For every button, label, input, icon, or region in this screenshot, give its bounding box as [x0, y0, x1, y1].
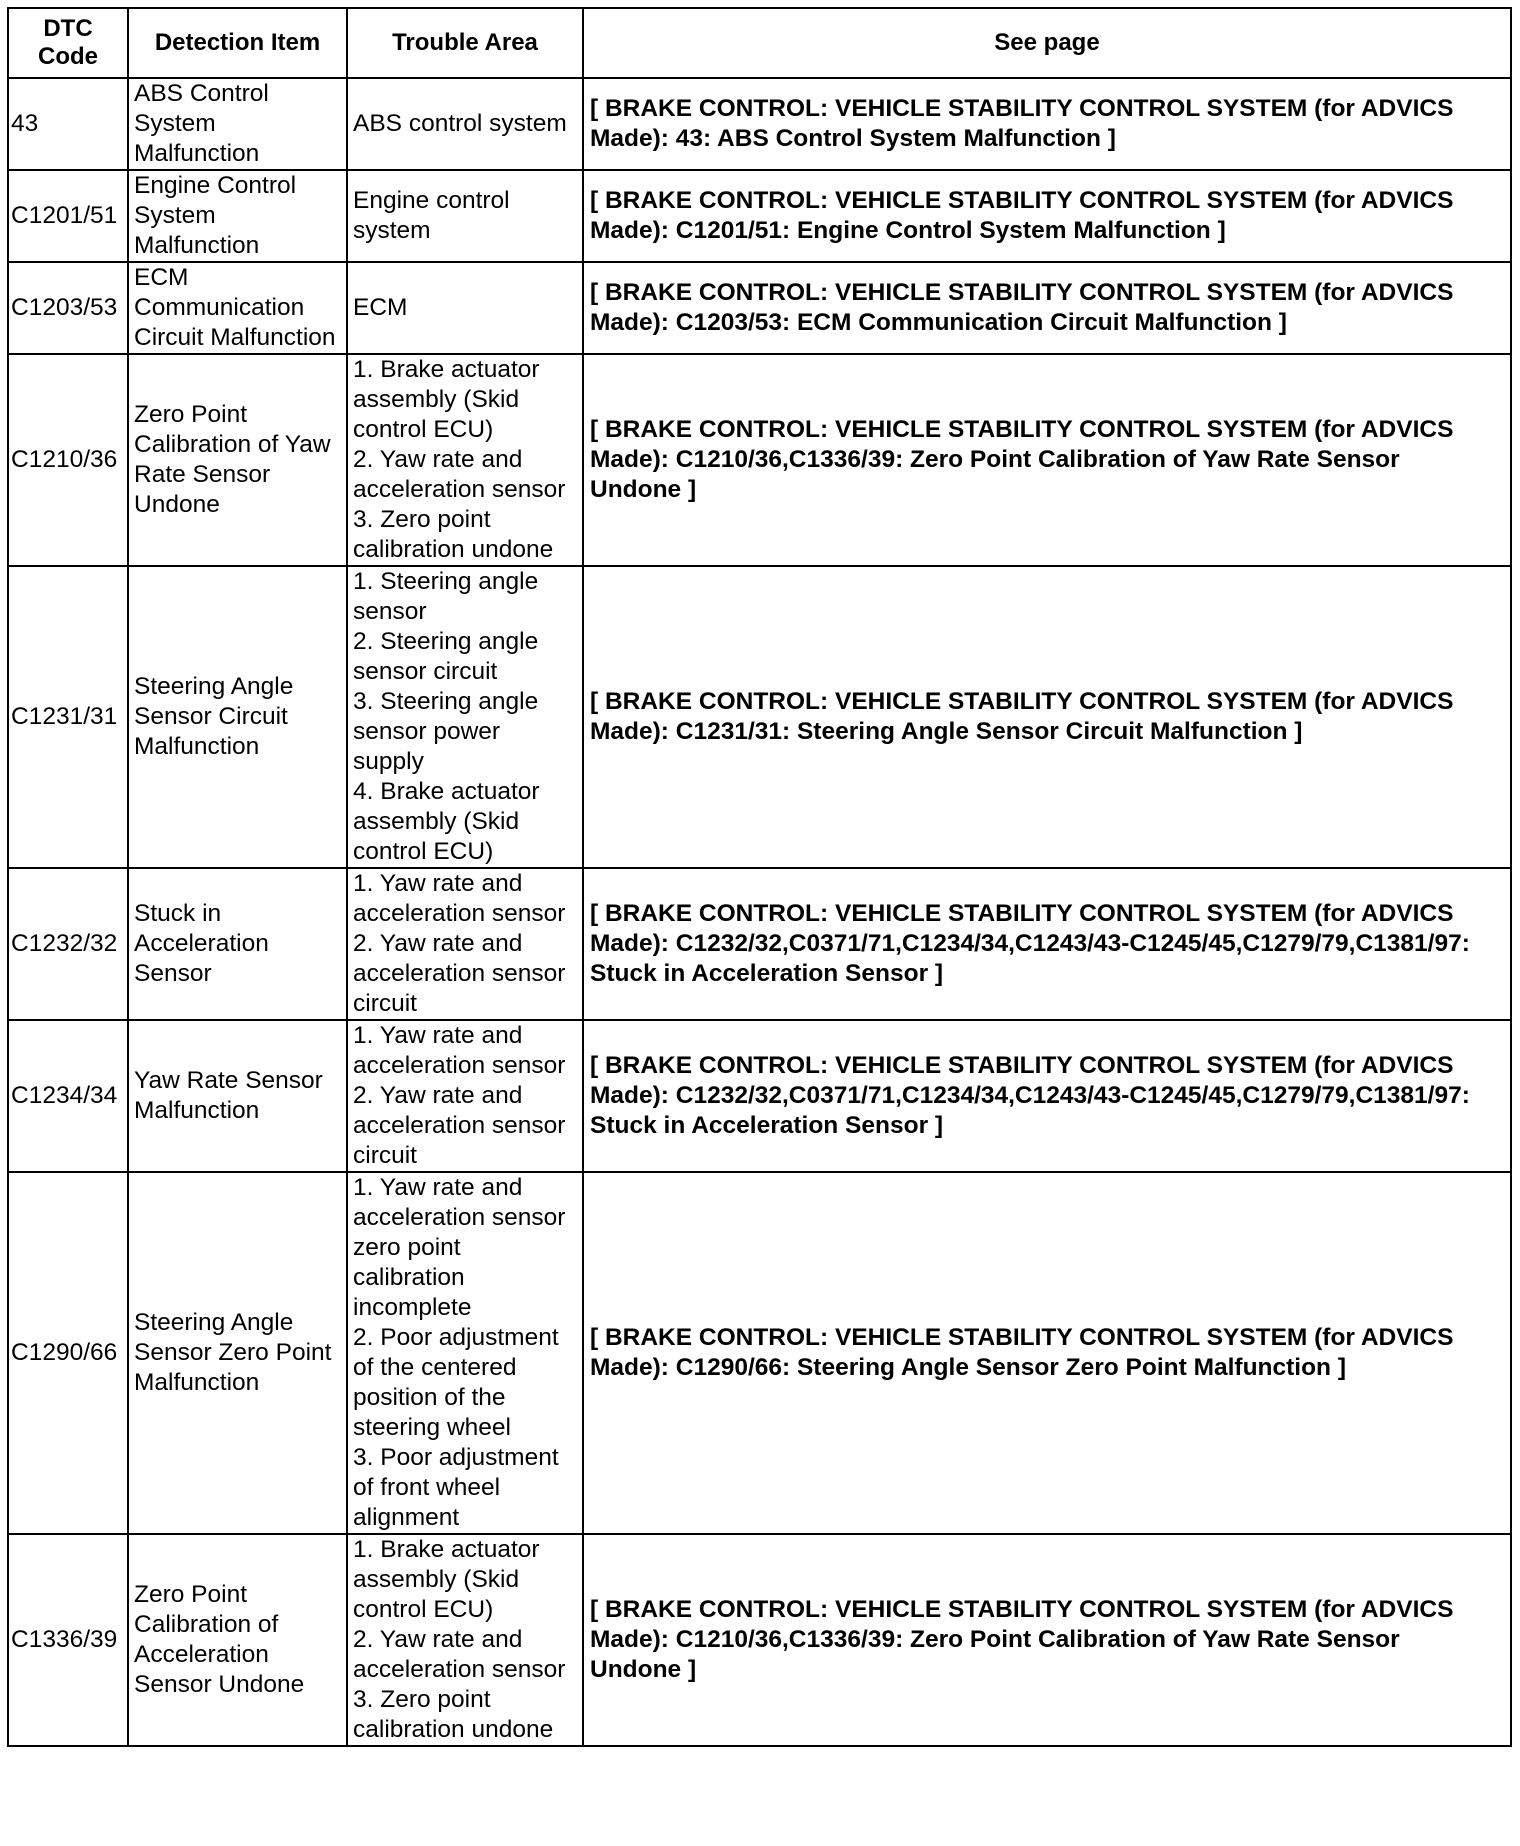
header-dtc-code-line: DTC [43, 15, 93, 42]
trouble-area-line: 2. Steering angle [353, 628, 539, 655]
table-row [8, 566, 1511, 868]
header-dtc-code [8, 8, 128, 78]
see-page-cell [583, 1020, 1511, 1172]
trouble-area-line: 3. Poor adjustment [353, 1444, 559, 1471]
see-page-line: Undone ] [590, 1656, 697, 1683]
see-page-line: [ BRAKE CONTROL: VEHICLE STABILITY CONTROL SYSTEM (for ADVICS [590, 279, 1454, 306]
trouble-area-line: Engine control [353, 187, 510, 214]
dtc-code-cell: C1234/34 [8, 1020, 128, 1172]
trouble-area-line: 4. Brake actuator [353, 778, 540, 805]
see-page-line: Stuck in Acceleration Sensor ] [590, 960, 944, 987]
header-see-page: See page [583, 8, 1511, 78]
trouble-area-cell [347, 170, 583, 262]
trouble-area-line: 3. Steering angle [353, 688, 539, 715]
trouble-area-line: assembly (Skid [353, 808, 520, 835]
detection-item-cell [128, 566, 347, 868]
trouble-area-cell [347, 262, 583, 354]
detection-item-line: Sensor Zero Point [134, 1339, 332, 1366]
see-page-line: Made): C1203/53: ECM Communication Circuit Malfunction ] [590, 309, 1287, 336]
trouble-area-cell [347, 1534, 583, 1746]
trouble-area-line: steering wheel [353, 1414, 511, 1441]
see-page-line: [ BRAKE CONTROL: VEHICLE STABILITY CONTROL SYSTEM (for ADVICS [590, 1596, 1454, 1623]
trouble-area-line: of the centered [353, 1354, 517, 1381]
see-page-cell [583, 566, 1511, 868]
detection-item-cell [128, 1534, 347, 1746]
detection-item-cell [128, 262, 347, 354]
dtc-code-cell: C1336/39 [8, 1534, 128, 1746]
trouble-area-line: acceleration sensor [353, 476, 566, 503]
see-page-cell [583, 1172, 1511, 1534]
trouble-area-line: 1. Steering angle [353, 568, 539, 595]
trouble-area-line: assembly (Skid [353, 386, 520, 413]
detection-item-line: Zero Point [134, 401, 248, 428]
trouble-area-line: 1. Yaw rate and [353, 1174, 523, 1201]
see-page-line: [ BRAKE CONTROL: VEHICLE STABILITY CONTROL SYSTEM (for ADVICS [590, 900, 1454, 927]
dtc-code-cell: 43 [8, 78, 128, 170]
trouble-area-line: calibration [353, 1264, 465, 1291]
header-dtc-code-line: Code [38, 43, 98, 70]
table-row [8, 78, 1511, 170]
see-page-line: Made): C1201/51: Engine Control System Malfunction ] [590, 217, 1226, 244]
detection-item-line: Steering Angle [134, 1309, 294, 1336]
dtc-code-cell: C1210/36 [8, 354, 128, 566]
detection-item-line: System [134, 202, 216, 229]
trouble-area-line: sensor circuit [353, 658, 498, 685]
table-row [8, 1172, 1511, 1534]
detection-item-cell [128, 868, 347, 1020]
detection-item-line: Sensor Circuit [134, 703, 288, 730]
see-page-line: Stuck in Acceleration Sensor ] [590, 1112, 944, 1139]
dtc-code-cell: C1290/66 [8, 1172, 128, 1534]
detection-item-line: Malfunction [134, 1369, 260, 1396]
see-page-line: Made): C1232/32,C0371/71,C1234/34,C1243/43-C1245/45,C1279/79,C1381/97: [590, 1082, 1470, 1109]
trouble-area-line: 2. Yaw rate and [353, 446, 523, 473]
see-page-line: [ BRAKE CONTROL: VEHICLE STABILITY CONTROL SYSTEM (for ADVICS [590, 1052, 1454, 1079]
trouble-area-line: circuit [353, 1142, 417, 1169]
trouble-area-line: 2. Yaw rate and [353, 1626, 523, 1653]
trouble-area-line: control ECU) [353, 416, 494, 443]
see-page-line: Undone ] [590, 476, 697, 503]
trouble-area-line: control ECU) [353, 1596, 494, 1623]
detection-item-line: ECM [134, 264, 189, 291]
see-page-line: [ BRAKE CONTROL: VEHICLE STABILITY CONTROL SYSTEM (for ADVICS [590, 1324, 1454, 1351]
table-row [8, 170, 1511, 262]
trouble-area-line: 2. Yaw rate and [353, 930, 523, 957]
detection-item-line: Acceleration [134, 930, 269, 957]
trouble-area-cell [347, 354, 583, 566]
see-page-line: Made): 43: ABS Control System Malfunction ] [590, 125, 1116, 152]
detection-item-line: Sensor [134, 960, 212, 987]
trouble-area-line: system [353, 217, 431, 244]
trouble-area-line: 1. Brake actuator [353, 1536, 540, 1563]
trouble-area-line: calibration undone [353, 1716, 554, 1743]
detection-item-line: Malfunction [134, 140, 260, 167]
trouble-area-line: zero point [353, 1234, 461, 1261]
detection-item-cell [128, 1020, 347, 1172]
trouble-area-cell [347, 1020, 583, 1172]
detection-item-line: Sensor Undone [134, 1671, 305, 1698]
detection-item-line: Yaw Rate Sensor [134, 1067, 323, 1094]
trouble-area-line: 1. Yaw rate and [353, 870, 523, 897]
detection-item-line: Malfunction [134, 733, 260, 760]
trouble-area-line: control ECU) [353, 838, 494, 865]
trouble-area-line: 2. Yaw rate and [353, 1082, 523, 1109]
table-row [8, 1020, 1511, 1172]
trouble-area-cell [347, 1172, 583, 1534]
see-page-line: [ BRAKE CONTROL: VEHICLE STABILITY CONTROL SYSTEM (for ADVICS [590, 95, 1454, 122]
dtc-code-cell: C1232/32 [8, 868, 128, 1020]
detection-item-cell [128, 78, 347, 170]
detection-item-line: ABS Control [134, 80, 269, 107]
trouble-area-line: acceleration sensor [353, 1656, 566, 1683]
trouble-area-line: 3. Zero point [353, 1686, 491, 1713]
detection-item-cell [128, 170, 347, 262]
detection-item-cell [128, 354, 347, 566]
see-page-cell [583, 1534, 1511, 1746]
see-page-line: Made): C1210/36,C1336/39: Zero Point Calibration of Yaw Rate Sensor [590, 1626, 1400, 1653]
header-trouble-area: Trouble Area [347, 8, 583, 78]
header-row [8, 8, 1511, 78]
trouble-area-line: ECM [353, 294, 408, 321]
trouble-area-line: circuit [353, 990, 417, 1017]
table-row [8, 262, 1511, 354]
trouble-area-line: acceleration sensor [353, 960, 566, 987]
trouble-area-line: acceleration sensor [353, 900, 566, 927]
trouble-area-line: ABS control system [353, 110, 567, 137]
trouble-area-cell [347, 566, 583, 868]
dtc-table-body [8, 78, 1511, 1746]
detection-item-line: Zero Point [134, 1581, 248, 1608]
trouble-area-line: sensor power [353, 718, 501, 745]
trouble-area-line: position of the [353, 1384, 506, 1411]
trouble-area-cell [347, 78, 583, 170]
trouble-area-line: alignment [353, 1504, 460, 1531]
trouble-area-line: incomplete [353, 1294, 472, 1321]
see-page-line: Made): C1231/31: Steering Angle Sensor Circuit Malfunction ] [590, 718, 1303, 745]
see-page-cell [583, 354, 1511, 566]
detection-item-line: System [134, 110, 216, 137]
table-row [8, 354, 1511, 566]
detection-item-line: Steering Angle [134, 673, 294, 700]
see-page-cell [583, 170, 1511, 262]
trouble-area-line: of front wheel [353, 1474, 501, 1501]
dtc-code-cell: C1203/53 [8, 262, 128, 354]
trouble-area-line: 1. Brake actuator [353, 356, 540, 383]
table-row [8, 868, 1511, 1020]
see-page-line: Made): C1210/36,C1336/39: Zero Point Calibration of Yaw Rate Sensor [590, 446, 1400, 473]
see-page-line: [ BRAKE CONTROL: VEHICLE STABILITY CONTROL SYSTEM (for ADVICS [590, 187, 1454, 214]
detection-item-line: Malfunction [134, 1097, 260, 1124]
trouble-area-line: acceleration sensor [353, 1112, 566, 1139]
see-page-line: Made): C1290/66: Steering Angle Sensor Zero Point Malfunction ] [590, 1354, 1346, 1381]
see-page-line: [ BRAKE CONTROL: VEHICLE STABILITY CONTROL SYSTEM (for ADVICS [590, 688, 1454, 715]
detection-item-line: Rate Sensor [134, 461, 271, 488]
detection-item-line: Circuit Malfunction [134, 324, 336, 351]
detection-item-line: Acceleration [134, 1641, 269, 1668]
see-page-cell [583, 262, 1511, 354]
see-page-cell [583, 78, 1511, 170]
trouble-area-line: 1. Yaw rate and [353, 1022, 523, 1049]
trouble-area-line: acceleration sensor [353, 1204, 566, 1231]
trouble-area-line: assembly (Skid [353, 1566, 520, 1593]
detection-item-line: Stuck in [134, 900, 222, 927]
see-page-cell [583, 868, 1511, 1020]
trouble-area-line: 2. Poor adjustment [353, 1324, 559, 1351]
detection-item-cell [128, 1172, 347, 1534]
detection-item-line: Undone [134, 491, 220, 518]
table-row [8, 1534, 1511, 1746]
detection-item-line: Calibration of Yaw [134, 431, 331, 458]
dtc-code-cell: C1201/51 [8, 170, 128, 262]
trouble-area-line: sensor [353, 598, 427, 625]
detection-item-line: Communication [134, 294, 305, 321]
trouble-area-line: 3. Zero point [353, 506, 491, 533]
detection-item-line: Engine Control [134, 172, 297, 199]
trouble-area-line: acceleration sensor [353, 1052, 566, 1079]
trouble-area-line: supply [353, 748, 424, 775]
see-page-line: [ BRAKE CONTROL: VEHICLE STABILITY CONTROL SYSTEM (for ADVICS [590, 416, 1454, 443]
dtc-table [7, 7, 1512, 1747]
detection-item-line: Calibration of [134, 1611, 279, 1638]
dtc-code-cell: C1231/31 [8, 566, 128, 868]
detection-item-line: Malfunction [134, 232, 260, 259]
header-detection-item: Detection Item [128, 8, 347, 78]
trouble-area-line: calibration undone [353, 536, 554, 563]
trouble-area-cell [347, 868, 583, 1020]
see-page-line: Made): C1232/32,C0371/71,C1234/34,C1243/43-C1245/45,C1279/79,C1381/97: [590, 930, 1470, 957]
